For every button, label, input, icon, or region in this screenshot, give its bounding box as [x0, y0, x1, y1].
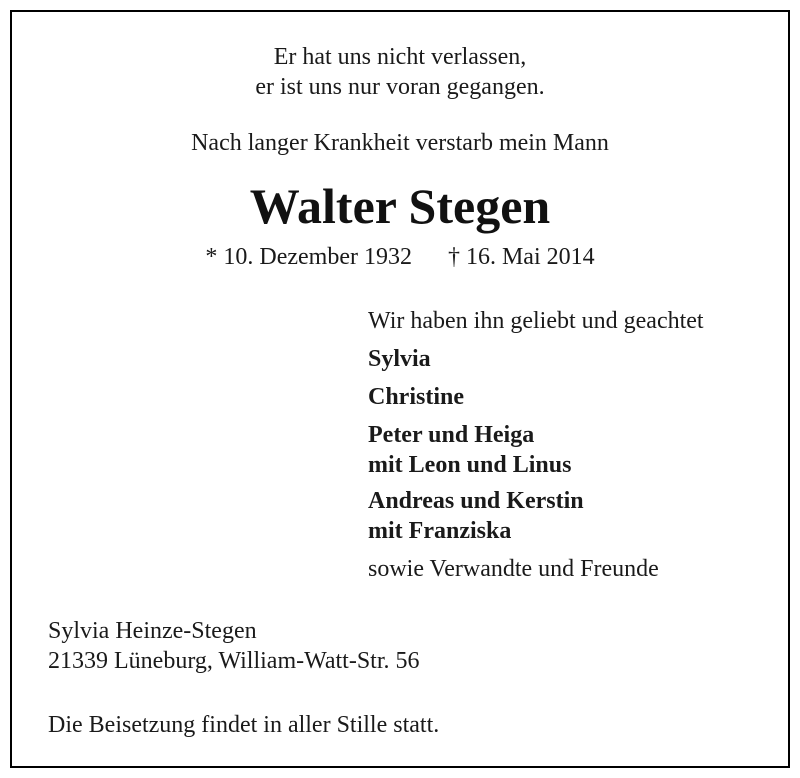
funeral-note: Die Beisetzung findet in aller Stille statt. — [48, 712, 440, 738]
relatives-line: sowie Verwandte und Freunde — [368, 556, 659, 582]
life-dates — [12, 242, 788, 272]
mourner-name: mit Franziska — [368, 518, 512, 544]
death-date: † 16. Mai 2014 — [447, 244, 595, 270]
obituary-notice — [10, 10, 790, 768]
contact-address: 21339 Lüneburg, William-Watt-Str. 56 — [48, 648, 420, 674]
quote-line-2: er ist uns nur voran gegangen. — [255, 74, 545, 100]
mourner-name: Andreas und Kerstin — [368, 488, 584, 514]
mourner-name: Sylvia — [368, 346, 431, 372]
mourner-name: Peter und Heiga — [368, 422, 535, 448]
deceased-name: Walter Stegen — [249, 178, 551, 234]
quote-line-1: Er hat uns nicht verlassen, — [273, 44, 527, 70]
birth-date: * 10. Dezember 1932 — [205, 244, 412, 270]
mourners-intro: Wir haben ihn geliebt und geachtet — [368, 308, 704, 334]
contact-name: Sylvia Heinze-Stegen — [48, 618, 257, 644]
mourner-name: Christine — [368, 384, 464, 410]
mourner-name: mit Leon und Linus — [368, 452, 572, 478]
intro-text: Nach langer Krankheit verstarb mein Mann — [191, 130, 609, 156]
